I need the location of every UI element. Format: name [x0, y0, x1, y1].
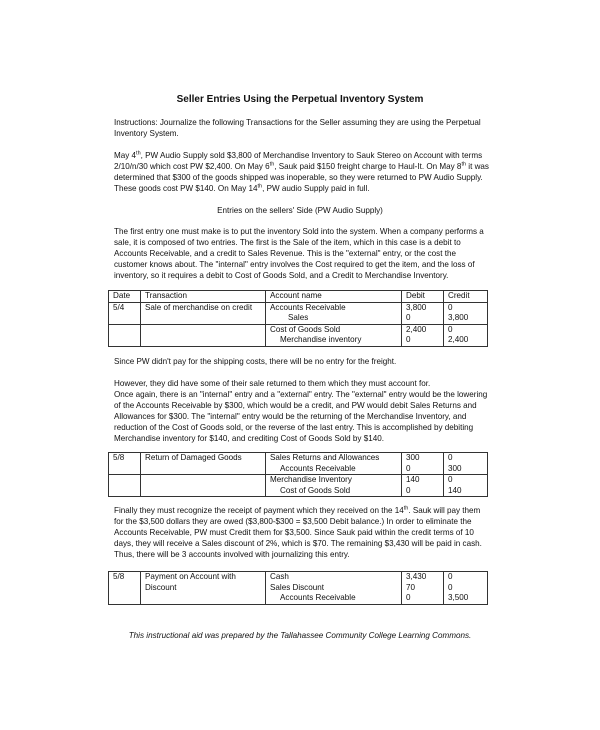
entry-accounts: Cost of Goods Sold Merchandise inventory — [266, 324, 402, 346]
entry-date: 5/8 — [109, 453, 141, 475]
footer-credit: This instructional aid was prepared by the Tallahassee Community College Learning Commons. — [128, 631, 472, 640]
entry-credits: 0 3,800 — [444, 302, 488, 324]
entry-debits: 2,400 0 — [402, 324, 444, 346]
return-explanation: Once again, there is an "internal" entry and a "external" entry. The "external" entry would be the lowering of the Accounts Receivable by $300, which would be a credit, and PW would debit Sales Returns and Allowances for $300. The "internal" entry would be the returning of the Merchandise Inventory, and reduction of the Cost of Goods sold, or the reverse of the last entry. This is accomplished by debiting Merchandise inventory for $140, and crediting Cost of Goods Sold by $140. — [114, 390, 488, 443]
entry-date: 5/8 — [109, 572, 141, 605]
entry-debits: 140 0 — [402, 475, 444, 497]
entry-transaction: Return of Damaged Goods — [141, 453, 266, 475]
journal-table-sale — [108, 290, 488, 347]
entry-accounts: Merchandise Inventory Cost of Goods Sold — [266, 475, 402, 497]
entry-accounts: Sales Returns and Allowances Accounts Receivable — [266, 453, 402, 475]
header-account: Account name — [266, 291, 402, 303]
entries-subheading: Entries on the sellers' Side (PW Audio Supply) — [217, 206, 383, 215]
table-header-row — [109, 291, 488, 303]
table-row — [109, 475, 488, 497]
table-row — [109, 302, 488, 324]
entry-credits: 0 140 — [444, 475, 488, 497]
table-row — [109, 572, 488, 605]
document-title: Seller Entries Using the Perpetual Inventory System — [176, 94, 424, 105]
table-row — [109, 453, 488, 475]
header-credit: Credit — [444, 291, 488, 303]
instructions-paragraph: Instructions: Journalize the following Transactions for the Seller assuming they are using the Perpetual Inventory System. — [114, 118, 481, 138]
entry-transaction: Payment on Account with Discount — [141, 572, 266, 605]
entry-debits: 3,430 70 0 — [402, 572, 444, 605]
freight-note: Since PW didn't pay for the shipping costs, there will be no entry for the freight. — [114, 357, 397, 366]
problem-paragraph: May 4th, PW Audio Supply sold $3,800 of Merchandise Inventory to Sauk Stereo on Account with terms 2/10/n/30 which cost PW $2,400. On May 6th, Sauk paid $150 freight charge to Haul-It. On May 8th it was determined that $300 of the goods shipped was inoperable, so they were returned to PW Audio Supply. These goods cost PW $140. On May 14th, PW audio Supply paid in full. — [114, 150, 489, 193]
payment-explanation: Finally they must recognize the receipt of payment which they received on the 14th. Sauk will pay them for the $3,500 dollars they are owed ($3,800-$300 = $3,500 Debit balance.) In order to eliminate the Accounts Receivable, PW must Credit them for $3,500. Since Sauk paid within the credit terms of 10 days, they will receive a Sales discount of 2%, which is $70. The remaining $3,430 will be paid in cash. Thus, there will be 3 accounts involved with journalizing this entry. — [114, 505, 482, 559]
header-date: Date — [109, 291, 141, 303]
entry-accounts: Accounts Receivable Sales — [266, 302, 402, 324]
entry-transaction: Sale of merchandise on credit — [141, 302, 266, 324]
entry-debits: 300 0 — [402, 453, 444, 475]
entry-credits: 0 0 3,500 — [444, 572, 488, 605]
entry-credits: 0 300 — [444, 453, 488, 475]
header-debit: Debit — [402, 291, 444, 303]
entry-debits: 3,800 0 — [402, 302, 444, 324]
first-entry-explanation: The first entry one must make is to put the inventory Sold into the system. When a company performs a sale, it is composed of two entries. The first is the Sale of the item, which in this case is a debit to Accounts Receivable, and a credit to Sales Revenue. This is the "external" entry, or the cost the customer knows about. The "internal" entry involves the Cost required to get the item, and the loss of inventory, so it requires a debit to Cost of Goods Sold, and a Credit to Merchandise Inventory. — [114, 227, 484, 280]
return-note-intro: However, they did have some of their sale returned to them which they must account for. — [114, 379, 431, 388]
entry-date: 5/4 — [109, 302, 141, 324]
header-transaction: Transaction — [141, 291, 266, 303]
entry-accounts: Cash Sales Discount Accounts Receivable — [266, 572, 402, 605]
table-row — [109, 324, 488, 346]
journal-table-return — [108, 452, 488, 497]
entry-credits: 0 2,400 — [444, 324, 488, 346]
journal-table-payment — [108, 571, 488, 605]
